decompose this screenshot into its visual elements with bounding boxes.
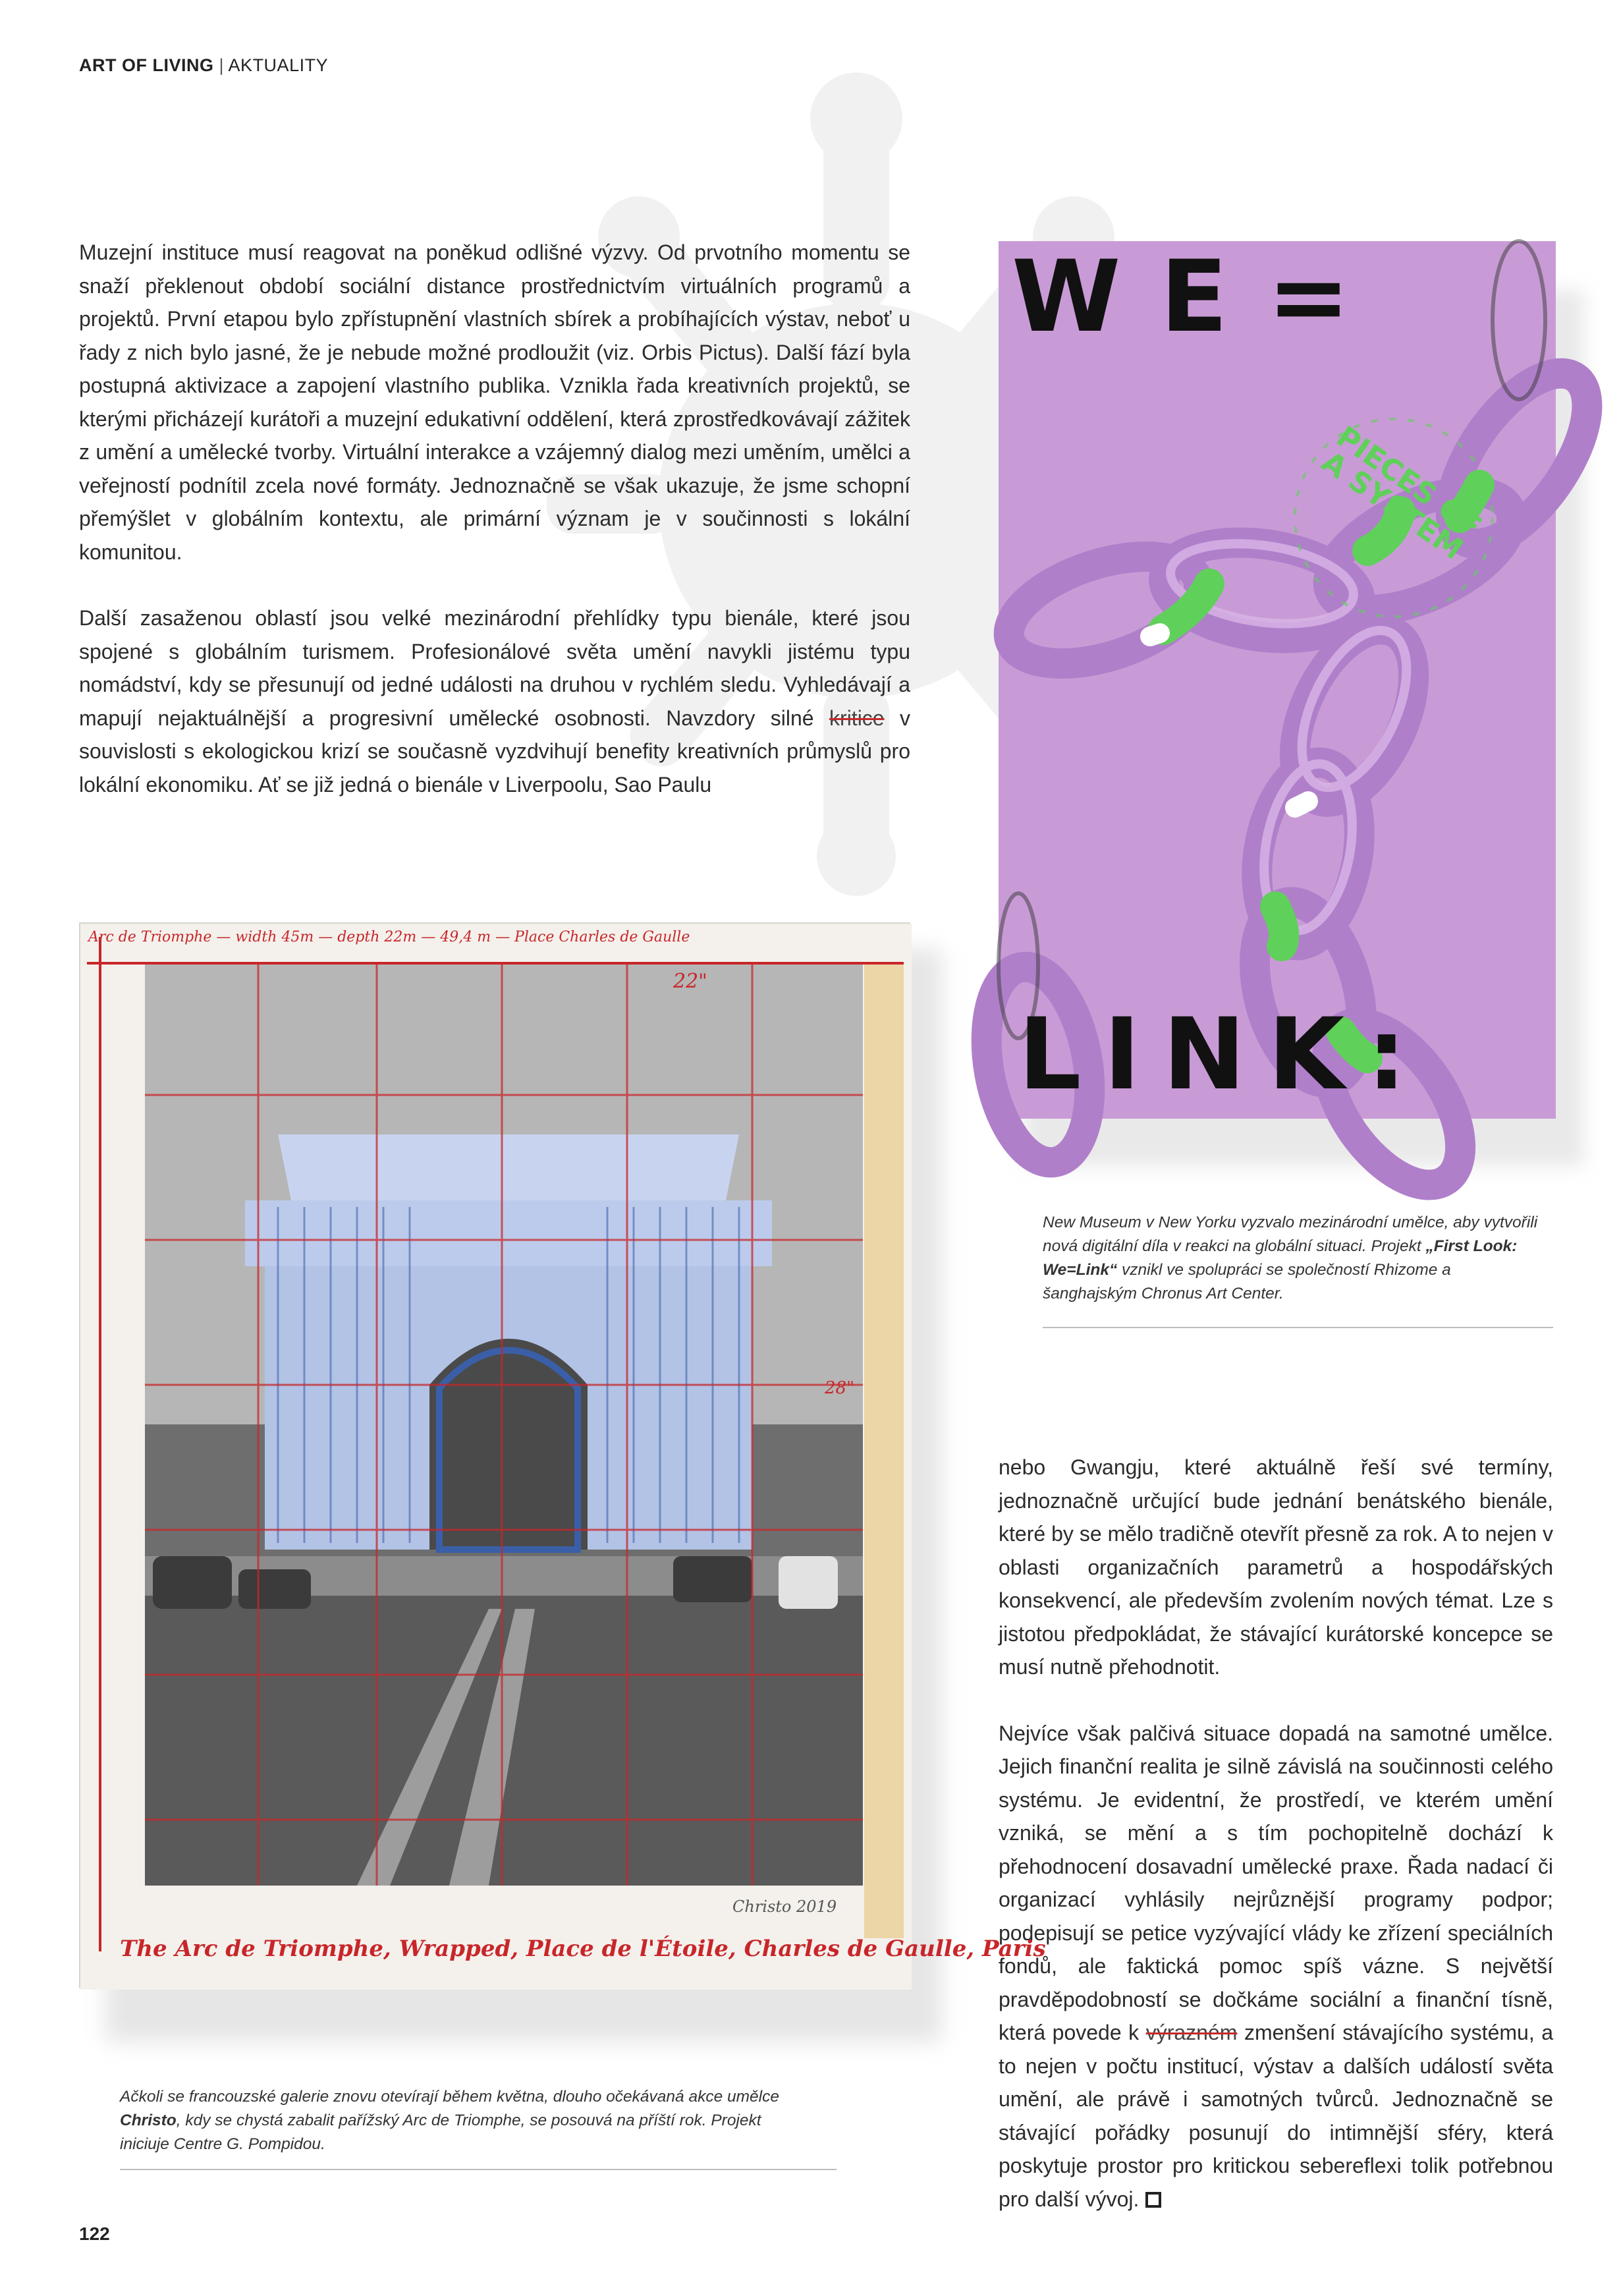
paragraph-text: Další zasaženou oblastí jsou velké mezinárodní přehlídky typu bienále, které jsou spojené s globálním turismem. Profesionálové světa umění navykli jistému typu nomádství, kdy se přesunují od jedné události na druhou v rychlém sledu. Vyhledávají a mapují nejaktuálnější a progresivní umělecké osobnosti. Navzdory silné <box>79 606 910 730</box>
artwork-caption <box>120 2085 811 2156</box>
poster-top-text: WE= <box>1012 240 1390 354</box>
poster-caption <box>1043 1211 1543 1306</box>
paragraph <box>79 602 910 801</box>
poster-bottom-text: LINK: <box>1018 997 1429 1112</box>
poster-ring-text: PIECES OF A SYSTEM <box>1315 420 1488 567</box>
arc-de-triomphe-artwork-image <box>79 922 1046 1988</box>
collage-illustration <box>80 924 1046 1990</box>
paragraph: nebo Gwangju, které aktuálně řeší své termíny, jednoznačně určující bude jednání benátského bienále, které by se mělo tradičně otevřít přesně za rok. A to nejen v oblasti organizačních parametrů a hospodářských konsekvencí, ale především zvolením nových témat. Lze s jistotou předpokládat, že stávající kurátorské koncepce se musí nutně přehodnotit. <box>999 1455 1553 1679</box>
caption-text: New Museum v New Yorku vyzvalo mezinárodní umělce, aby vytvořili nová digitální díla v reakci na globální situaci. Projekt <box>1043 1214 1538 1255</box>
header-section: ART OF LIVING <box>79 55 214 75</box>
paragraph-text: Nejvíce však palčivá situace dopadá na samotné umělce. Jejich finanční realita je silně závislá na součinnosti celého systému. Je evidentní, že prostředí, ve kterém umění vzniká, se mění a s tím pochopitelně dochází k přehodnocení dosavadní umělecké praxe. Řada nadací či organizací vyhlásily nejrůznější programy podpor; podepisují se petice vyzývající vlády ke zřízení speciálních fondů, ale faktická pomoc spíš vázne. S největší pravděpodobností se dočkáme sociální a finanční tísně, která povede k <box>999 1721 1553 2044</box>
artwork-signature: Christo 2019 <box>732 1897 837 1916</box>
struck-word: výrazném <box>1145 2021 1238 2044</box>
caption-text: Ačkoli se francouzské galerie znovu otevírají během května, dlouho očekávaná akce umělce <box>120 2088 779 2106</box>
struck-word: kritice <box>829 706 885 730</box>
artwork-mark: 22" <box>673 970 707 993</box>
header-subsection: AKTUALITY <box>228 55 329 75</box>
end-of-article-icon <box>1145 2192 1161 2208</box>
caption-artist-name: Christo <box>120 2112 177 2129</box>
page-number: 122 <box>79 2224 110 2244</box>
paragraph-text: v souvislosti s ekologickou krizí se současně vyzdvihují benefity kreativních průmyslů pro lokální ekonomiku. Ať se již jedná o bienále v Liverpoolu, Sao Paulu <box>79 706 911 797</box>
paragraph <box>999 1717 1553 2216</box>
caption-project-title: „First Look: We=Link“ <box>1043 1237 1518 1279</box>
paragraph: Muzejní instituce musí reagovat na poněkud odlišné výzvy. Od prvotního momentu se snaží překlenout období sociální distance prostřednictvím virtuálních programů a projektů. První etapou bylo zpřístupnění vlastních sbírek a probíhajících výstav, neboť u řady z nich bylo jasné, že je nebude možné prodloužit (viz. Orbis Pictus). Další fází byla postupná aktivizace a zapojení vlastního publika. Vznikla řada kreativních projektů, se kterými přicházejí kurátoři a muzejní edukativní oddělení, která zprostředkovávají zážitek z umění a umělecké tvorby. Virtuální interakce a vzájemný dialog mezi uměním, umělci a veřejností podnítil zcela nové formáty. Jednoznačně se však ukazuje, že jsme schopní přemýšlet v globálním kontextu, ale primární význam je v součinnosti s lokální komunitou. <box>79 240 910 564</box>
paragraph-text: zmenšení stávajícího systému, a to nejen v počtu institucí, výstav a dalších událostí světa umění, ale právě i samotných tvůrců. Jednoznačně se stávající pořádky posunují do intimnější sféry, která poskytuje prostor pro kritickou sebereflexi tolik potřebnou pro další vývoj. <box>999 2021 1554 2211</box>
article-column-left <box>79 236 910 834</box>
we-link-poster-image <box>999 241 1556 1119</box>
running-header <box>79 55 328 76</box>
caption-text: , kdy se chystá zabalit pařížský Arc de Triomphe, se posouvá na příští rok. Projekt iniciuje Centre G. Pompidou. <box>120 2112 761 2153</box>
artwork-handwritten-title: The Arc de Triomphe, Wrapped, Place de l'Étoile, Charles de Gaulle, Paris <box>120 1936 1046 1962</box>
caption-rule-right <box>1043 1327 1553 1328</box>
chain-illustration <box>999 241 1556 1119</box>
caption-text: vznikl ve spolupráci se společností Rhizome a šanghajským Chronus Art Center. <box>1043 1261 1451 1302</box>
header-separator: | <box>219 55 225 75</box>
caption-rule-left <box>120 2169 837 2170</box>
artwork-mark: 28" <box>825 1378 855 1398</box>
artwork-top-notes: Arc de Triomphe — width 45m — depth 22m — 49,4 m — Place Charles de Gaulle <box>88 929 690 945</box>
article-column-right <box>999 1451 1553 2249</box>
